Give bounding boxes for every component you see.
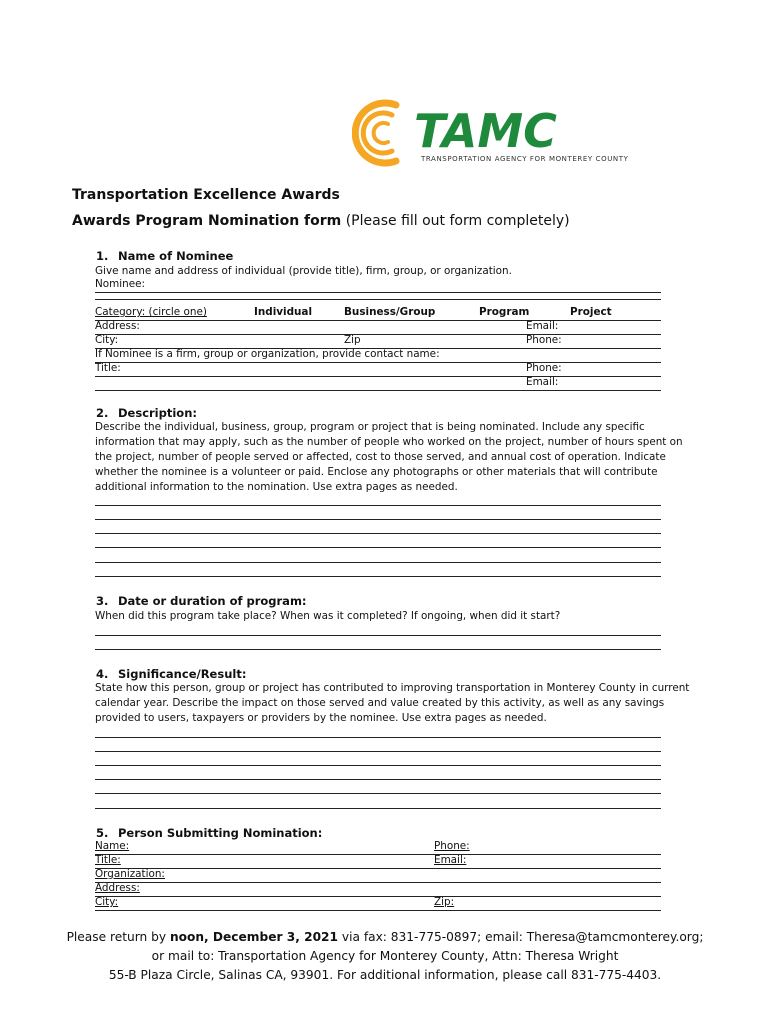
section-1-intro: Give name and address of individual (provide title), firm, group, or organization. [95,265,512,277]
significance-line[interactable] [95,808,661,809]
section-5-heading: 5. Person Submitting Nomination: [96,826,323,840]
email-label: Email: [526,320,559,332]
description-line[interactable] [95,533,661,534]
address-label: Address: [95,320,140,332]
nominee-field[interactable] [95,278,661,293]
footer-line-2: or mail to: Transportation Agency for Monterey County, Attn: Theresa Wright [151,949,619,963]
submitter-title-label: Title: [95,854,121,866]
city-label: City: [95,334,119,346]
logo-subtitle: TRANSPORTATION AGENCY FOR MONTEREY COUNTY [421,155,629,163]
description-line[interactable] [95,547,661,548]
return-instructions [0,928,770,985]
category-option-project[interactable]: Project [570,306,612,318]
contact-title-label: Title: [95,362,121,374]
contact-email-row[interactable] [95,376,661,391]
footer-line-1: Please return by noon, December 3, 2021 via fax: 831-775-0897; email: Theresa@tamcmonterey.org; [66,930,704,944]
contact-phone-label: Phone: [526,362,562,374]
significance-line[interactable] [95,765,661,766]
submitter-organization-label: Organization: [95,868,165,880]
contact-title-phone-row[interactable] [95,362,661,377]
form-title: Transportation Excellence Awards [72,187,340,203]
section-4-heading: 4. Significance/Result: [96,667,247,681]
zip-label: Zip [344,334,361,346]
submitter-organization-row[interactable] [95,868,661,883]
significance-line[interactable] [95,737,661,738]
submitter-name-phone-row[interactable] [95,840,661,855]
description-line[interactable] [95,576,661,577]
section-2-text: Describe the individual, business, group, program or project that is being nominated. Include any specific information that may apply, such as the number of people who worked on the project, number of hours spent on the project, number of people served or affected, cost to those served, and annual cost of operation. Indicate whether the nominee is a volunteer or paid. Enclose any photographs or other materials that will contribute additional information to the nomination. Use extra pages as needed. [95,421,683,493]
submitter-address-row[interactable] [95,882,661,897]
description-line[interactable] [95,519,661,520]
section-3-heading: 3. Date or duration of program: [96,594,307,608]
category-label: Category: (circle one) [95,306,207,318]
submitter-address-label: Address: [95,882,140,894]
date-line[interactable] [95,635,661,636]
category-option-business[interactable]: Business/Group [344,306,436,318]
contact-email-label: Email: [526,376,559,388]
submitter-title-email-row[interactable] [95,854,661,869]
submitter-email-label: Email: [434,854,467,866]
nominee-field-line[interactable] [95,292,661,300]
date-line[interactable] [95,649,661,650]
submitter-name-label: Name: [95,840,130,852]
category-option-individual[interactable]: Individual [254,306,313,318]
city-zip-phone-row[interactable] [95,334,661,349]
address-email-row[interactable] [95,320,661,335]
footer-line-3: 55-B Plaza Circle, Salinas CA, 93901. For additional information, please call 831-775-4403. [108,968,662,982]
section-1-heading: 1. Name of Nominee [96,249,234,263]
section-4-text: State how this person, group or project has contributed to improving transportation in Monterey County in current calendar year. Describe the impact on those served and value created by this activity, as well as any savings provided to users, taxpayers or providers by the nominee. Use extra pages as needed. [95,682,690,724]
form-subtitle [72,213,570,229]
section-2-heading: 2. Description: [96,406,197,420]
phone-label: Phone: [526,334,562,346]
significance-line[interactable] [95,793,661,794]
category-option-program[interactable]: Program [479,306,530,318]
submitter-phone-label: Phone: [434,840,470,852]
significance-line[interactable] [95,779,661,780]
form-subtitle-note: (Please fill out form completely) [345,213,570,229]
section-3-text: When did this program take place? When was it completed? If ongoing, when did it start? [95,610,561,622]
submitter-city-label: City: [95,896,119,908]
nominee-label: Nominee: [95,278,146,290]
contact-name-row[interactable] [95,348,661,363]
category-row [95,306,661,321]
significance-line[interactable] [95,751,661,752]
submitter-zip-label: Zip: [434,896,455,908]
description-line[interactable] [95,505,661,506]
logo-text: TAMC [414,104,557,158]
form-subtitle-bold: Awards Program Nomination form [72,213,342,229]
submitter-city-zip-row[interactable] [95,896,661,911]
description-line[interactable] [95,562,661,563]
deadline: noon, December 3, 2021 [169,930,339,944]
contact-name-label: If Nominee is a firm, group or organization, provide contact name: [95,348,440,360]
